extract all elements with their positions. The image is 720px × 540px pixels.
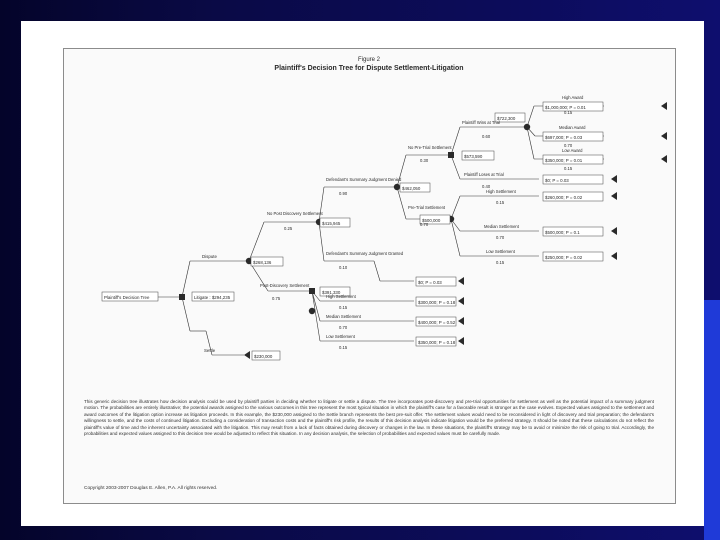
no-post-discovery-prob: 0.25 xyxy=(284,226,293,231)
plaintiff-loses-payoff: $0; P = 0.03 xyxy=(545,178,569,183)
dispute-label: Dispute xyxy=(202,254,217,259)
decision-node-root xyxy=(179,294,185,300)
decision-node-post-discovery xyxy=(309,288,315,294)
pt-low-label: Low Settlement xyxy=(486,249,515,254)
plaintiff-wins-prob: 0.60 xyxy=(482,134,491,139)
pt-median-prob: 0.70 xyxy=(496,235,505,240)
msj-denied-label: Defendant's Summary Judgment Denied xyxy=(326,177,402,182)
pd-low-label: Low Settlement xyxy=(326,334,355,339)
terminal-pt-median xyxy=(611,227,617,235)
pt-low-payoff: $250,000; P = 0.02 xyxy=(545,255,583,260)
figure-document xyxy=(63,48,676,504)
copyright-notice: Copyright 2003-2007 Douglas E. Allen, P.A. All rights reserved. xyxy=(84,486,218,491)
no-pretrial-prob: 0.30 xyxy=(420,158,429,163)
decision-node-pretrial xyxy=(448,152,454,158)
plaintiff-wins-value: $722,300 xyxy=(497,116,516,121)
low-award-label: Low Award xyxy=(562,148,583,153)
plaintiff-wins-label: Plaintiff Wins at Trial xyxy=(462,120,500,125)
msj-granted-prob: 0.10 xyxy=(339,265,348,270)
pretrial-label: Pre-Trial Settlement xyxy=(408,205,446,210)
dispute-value: $268,136 xyxy=(253,260,272,265)
pt-high-label: High Settlement xyxy=(486,189,516,194)
terminal-pt-low xyxy=(611,252,617,260)
plaintiff-loses-label: Plaintiff Loses at Trial xyxy=(464,172,504,177)
pd-low-prob: 0.15 xyxy=(339,345,348,350)
pd-median-label: Median Settlement xyxy=(326,314,361,319)
root-label: Plaintiff's Decision Tree xyxy=(104,295,150,300)
post-discovery-prob: 0.75 xyxy=(272,296,281,301)
figure-description: This generic decision tree illustrates how decision analysis could be used by plaintiff parties in deciding whether to litigate or settle a dispute. The tree incorporates post-discovery and pre-trial opportunities for settlement as well as the potential impact of a summary judgment motion. The probabilities are entirely illustrative; the potential awards assigned to the various outcomes in this tree represent the most typical situation in which the plaintiff's case for a favorable result is stronger as the case evolves. Expected values assigned to the settlement and award outcomes of the litigation option increase as litigation proceeds. In this example, the $230,000 assigned to the Settle branch represents the best pre-suit offer. The settlement values would need to be reconsidered in light of discovery and trial preparation; the defendant's willingness to settle, and the costs of continued litigation. Excluding a consideration of transaction costs and the plaintiff's risk profile, the results of this decision analysis indicate litigation would be the preferred strategy. It should be noted that these calculations do not reflect the plaintiff's value of time and the inherent uncertainty associated with the litigation. This may result from a lack of facts obtained during discovery or changes in the law. In these situations, the plaintiff's strategy may be to avoid or minimize the risk of going to trial. Accordingly, the probabilities and expected values assigned to this decision tree would be adjusted to reflect this situation. In any decision analysis, the selection of probabilities and expected values must be carefully made. xyxy=(84,399,654,437)
settle-label: Settle xyxy=(204,348,216,353)
terminal-low-award xyxy=(661,155,667,163)
pt-high-payoff: $260,000; P = 0.02 xyxy=(545,195,583,200)
pd-low-payoff: $350,000; P = 0.18 xyxy=(418,340,456,345)
pt-low-prob: 0.15 xyxy=(496,260,505,265)
high-award-payoff: $1,000,000; P = 0.01 xyxy=(545,105,586,110)
median-award-label: Median Award xyxy=(559,125,586,130)
slide xyxy=(21,21,704,526)
terminal-high-award xyxy=(661,102,667,110)
settle-value: $230,000 xyxy=(254,354,273,359)
terminal-median-award xyxy=(661,132,667,140)
pt-high-prob: 0.15 xyxy=(496,200,505,205)
pd-high-prob: 0.15 xyxy=(339,305,348,310)
pd-high-payoff: $300,000; P = 0.18 xyxy=(418,300,456,305)
high-award-prob: 0.15 xyxy=(564,110,573,115)
median-award-prob: 0.70 xyxy=(564,143,573,148)
figure-label: Figure 2 xyxy=(357,57,381,63)
post-discovery-label: Post-Discovery Settlement xyxy=(260,283,310,288)
pt-median-label: Median Settlement xyxy=(484,224,519,229)
terminal-pd-median xyxy=(458,317,464,325)
pd-median-payoff: $400,000; P = 0.52 xyxy=(418,320,456,325)
pretrial-prob: 0.70 xyxy=(420,222,429,227)
msj-granted-payoff: $0; P = 0.03 xyxy=(418,280,442,285)
no-pretrial-label: No Pre-Trial Settlement xyxy=(408,145,452,150)
decision-tree xyxy=(64,49,675,394)
chance-node-plaintiff-wins xyxy=(524,124,530,130)
msj-denied-prob: 0.90 xyxy=(339,191,348,196)
no-post-discovery-value: $415,945 xyxy=(322,221,341,226)
high-award-label: High Award xyxy=(562,95,584,100)
low-award-prob: 0.15 xyxy=(564,166,573,171)
no-pretrial-value: $573,590 xyxy=(464,154,483,159)
no-post-discovery-label: No Post Discovery Settlement xyxy=(267,211,323,216)
terminal-msj-granted xyxy=(458,277,464,285)
terminal-pd-low xyxy=(458,337,464,345)
chance-node-msj xyxy=(394,184,400,190)
chance-node-post-discovery-settlement xyxy=(309,308,315,314)
median-award-payoff: $697,000; P = 0.03 xyxy=(545,135,583,140)
terminal-pd-high xyxy=(458,297,464,305)
slide-accent-bar xyxy=(704,300,720,540)
pd-median-prob: 0.70 xyxy=(339,325,348,330)
plaintiff-loses-prob: 0.40 xyxy=(482,184,491,189)
low-award-payoff: $350,000; P = 0.01 xyxy=(545,158,583,163)
msj-granted-label: Defendant's Summary Judgment Granted xyxy=(326,251,404,256)
terminal-pt-high xyxy=(611,192,617,200)
msj-denied-value: $462,050 xyxy=(402,186,421,191)
pd-high-label: High Settlement xyxy=(326,294,356,299)
pt-median-payoff: $500,000; P = 0.1 xyxy=(545,230,580,235)
post-discovery-value: $391,330 xyxy=(322,290,341,295)
figure-title: Plaintiff's Decision Tree for Dispute Settlement-Litigation xyxy=(274,65,464,72)
pretrial-value: $500,000 xyxy=(422,218,441,223)
litigate-label: Litigate : $294,235 xyxy=(194,295,231,300)
terminal-plaintiff-loses xyxy=(611,175,617,183)
terminal-settle xyxy=(244,351,250,359)
